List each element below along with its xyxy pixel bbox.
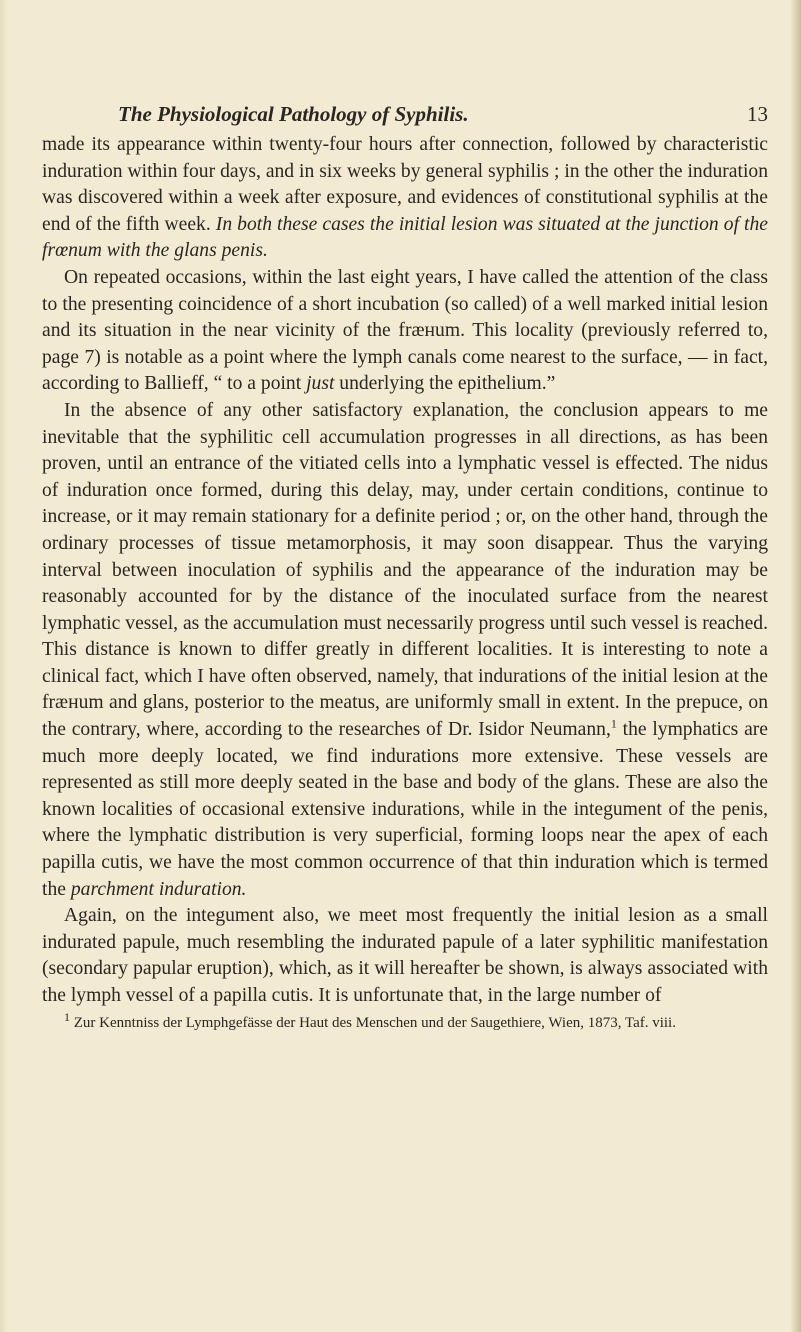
paragraph-1: [42, 132, 768, 265]
paragraph-4-text: Again, on the integument also, we meet most frequently the initial lesion as a small indurated papule, much resembling the indurated papule of a later syphilitic manifestation (secondary papular eruption), which, as it will hereafter be shown, is always associated with the lymph vessel of a papilla cutis. It is unfortunate that, in the large number of: [42, 905, 768, 1006]
paragraph-3-text-end: the lymphatics are much more deeply located, we find indurations more extensive. These vessels are represented as still more deeply seated in the base and body of the glans. These are also the known localities of occasional extensive indurations, while in the integument of the penis, where the lymphatic distribution is very superficial, forming loops near the apex of each papilla cutis, we have the most common occurrence of that thin induration which is termed the: [42, 719, 768, 900]
footnote: [42, 1009, 768, 1033]
body-text: [42, 132, 768, 1010]
paragraph-3: [42, 398, 768, 903]
paragraph-1-emphasis: In both these cases the initial lesion was situated at the junction of the frœnum with the glans penis.: [42, 213, 768, 262]
footnote-text: Zur Kenntniss der Lymphgefässe der Haut des Menschen und der Saugethiere, Wien, 1873, Taf. viii.: [70, 1014, 676, 1031]
paragraph-1-text: made its appearance within twenty-four hours after connection, followed by characteristic induration within four days, and in six weeks by general syphilis ; in the other the induration was discovered within a week after exposure, and evidences of constitutional syphilis at the end of the fifth week.: [42, 134, 768, 235]
footnote-marker: 1: [64, 1009, 70, 1024]
book-page: [42, 98, 768, 1033]
running-header: [42, 98, 768, 132]
paragraph-2: [42, 265, 768, 398]
running-title: The Physiological Pathology of Syphilis.: [118, 102, 469, 126]
paragraph-3-emphasis: parchment induration.: [70, 878, 247, 900]
page-edge-right: [791, 0, 801, 1332]
paragraph-2-emphasis: just: [306, 373, 335, 395]
footnote-reference: 1: [610, 716, 617, 731]
page-number: 13: [747, 102, 768, 126]
paragraph-2-text: On repeated occasions, within the last eight years, I have called the attention of the class to the presenting coincidence of a short incubation (so called) of a well marked initial lesion and its situation in the near vicinity of the fræнum. This locality (previously referred to, page 7) is notable as a point where the lymph canals come nearest to the surface, — in fact, according to Ballieff, “ to a point: [42, 266, 768, 395]
page-edge-left: [0, 0, 8, 1332]
paragraph-4: [42, 903, 768, 1009]
paragraph-3-text: In the absence of any other satisfactory explanation, the conclusion appears to me inevitable that the syphilitic cell accumulation progresses in all directions, as has been proven, until an entrance of the vitiated cells into a lymphatic vessel is effected. The nidus of induration once formed, during this delay, may, under certain conditions, continue to increase, or it may remain stationary for a definite period ; or, on the other hand, through the ordinary processes of tissue metamorphosis, it may soon disappear. Thus the varying interval between inoculation of syphilis and the appearance of the induration may be reasonably accounted for by the distance of the inoculated surface from the nearest lymphatic vessel, as the accumulation must necessarily progress until such vessel is reached. This distance is known to differ greatly in different localities. It is interesting to note a clinical fact, which I have often observed, namely, that indurations of the initial lesion at the fræнum and glans, posterior to the meatus, are uniformly small in extent. In the prepuce, on the contrary, where, according to the researches of Dr. Isidor Neumann,: [42, 399, 768, 741]
paragraph-2-text-end: underlying the epithelium.”: [334, 373, 556, 395]
